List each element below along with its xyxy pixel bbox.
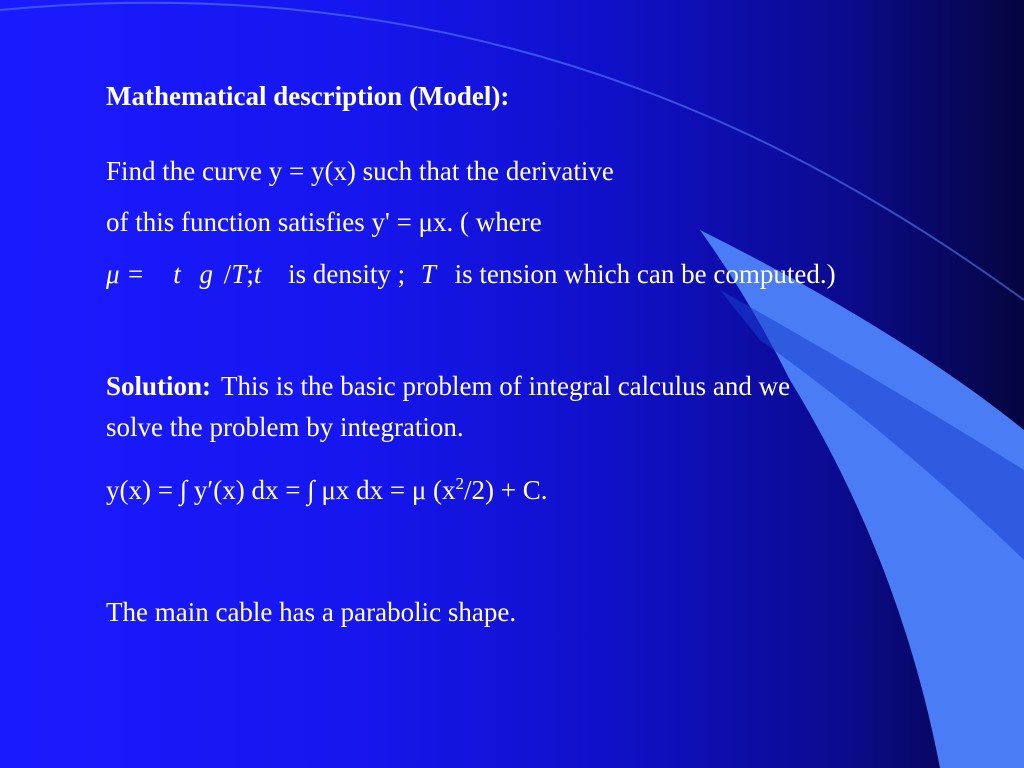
formula-t2: t: [253, 259, 262, 289]
integral-tail: /2) + C.: [464, 475, 548, 505]
formula-T1: T: [231, 259, 247, 289]
formula-tension-text: is tension which can be computed.): [454, 259, 836, 289]
formula-slash: /: [223, 259, 232, 289]
integral-equation: [106, 474, 548, 506]
formula-t1: t: [173, 259, 181, 289]
formula-mu-lhs: μ =: [106, 259, 145, 289]
formula-g: g: [199, 259, 214, 289]
formula-T2: T: [420, 259, 436, 289]
solution-text-1: This is the basic problem of integral calculus and we: [221, 371, 791, 401]
problem-line-2: of this function satisfies y' = μx. ( where: [106, 207, 542, 237]
formula-density-text: is density ;: [288, 259, 406, 289]
conclusion-text: The main cable has a parabolic shape.: [106, 597, 517, 627]
problem-line-1: Find the curve y = y(x) such that the derivative: [106, 156, 614, 186]
solution-label: Solution:: [106, 371, 212, 401]
integral-main: y(x) = ∫ y′(x) dx = ∫ μx dx = μ (x: [106, 475, 456, 505]
swoosh-arc-line: [0, 3, 1024, 300]
integral-exponent: 2: [455, 474, 465, 493]
solution-line-2: solve the problem by integration.: [106, 412, 464, 442]
solution-line-1: [106, 370, 790, 402]
formula-semicolon: ;: [246, 259, 254, 289]
formula-line: [106, 258, 836, 290]
slide-heading: Mathematical description (Model):: [106, 81, 510, 111]
